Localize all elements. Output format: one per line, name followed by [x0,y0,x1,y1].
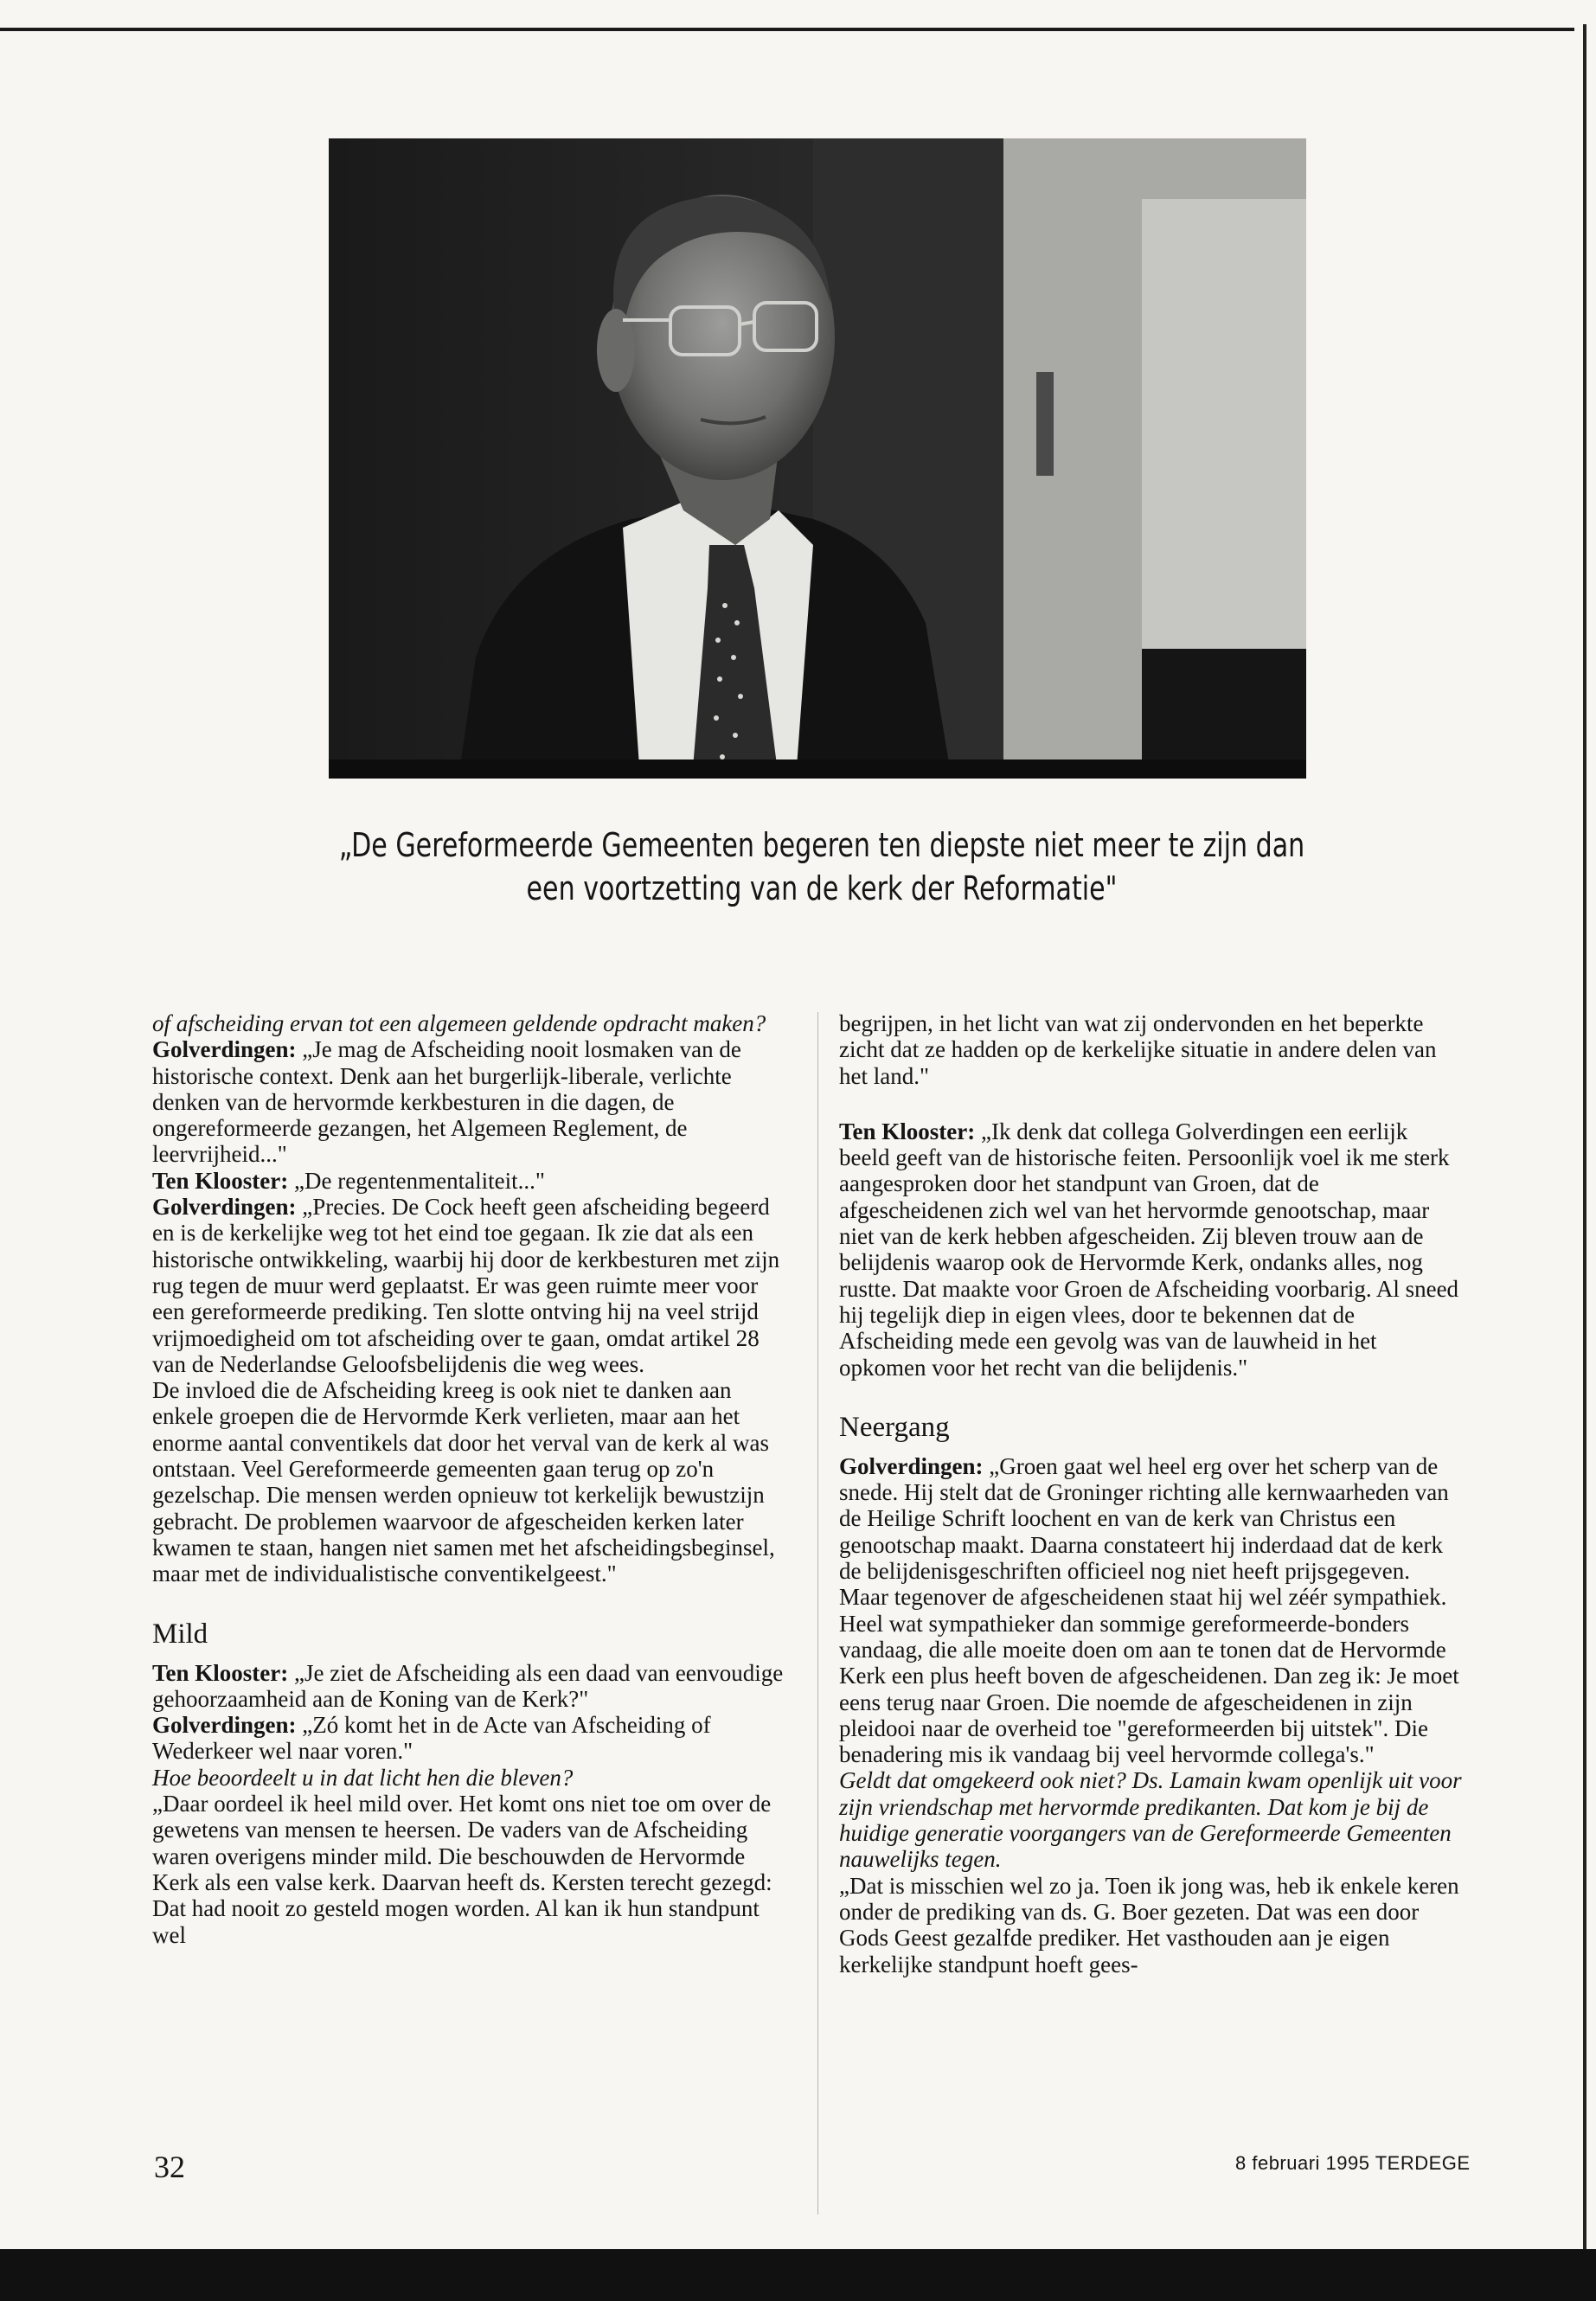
speaker-label: Golverdingen: [152,1036,297,1063]
article-column-left [152,1010,784,1948]
interview-question: Geldt dat omgekeerd ook niet? Ds. Lamain kwam openlijk uit voor zijn vriendschap met hervormde predikanten. Dat kom je bij de huidige generatie voorgangers van de Gereformeerde Gemeenten nauwelijks tegen. [839,1767,1462,1873]
speaker-label: Ten Klooster: [839,1118,976,1144]
speaker-label: Golverdingen: [152,1194,297,1221]
interview-question: Hoe beoordeelt u in dat licht hen die bleven? [152,1764,574,1791]
right-edge-rule [1583,24,1586,2291]
paragraph-text: begrijpen, in het licht van wat zij ondervonden en het beperkte zicht dat ze hadden op de kerkelijke situatie in andere delen van het land." [839,1010,1437,1089]
paragraph-text: „De regentenmentaliteit..." [288,1167,545,1194]
section-heading-neergang: Neergang [839,1411,950,1443]
publication-date-footer: 8 februari 1995 TERDEGE [1235,2152,1471,2174]
paragraph-text: „Ik denk dat collega Golverdingen een eerlijk beeld geeft van de historische feiten. Persoonlijk voel ik me sterk aangesproken door het standpunt van Groen, dat de afgescheidenen zich wel van het hervormde genootschap, maar niet van de kerk hebben afgescheiden. Zij bleven trouw aan de belijdenis waarop ook de Hervormde Kerk, ondanks alles, nog rustte. Dat maakte voor Groen de Afscheiding voorbarig. Al sneed hij tegelijk diep in eigen vlees, door te bekennen dat de Afscheiding mede een gevolg was van de lauwheid in het opkomen voor het recht van die belijdenis." [839,1118,1459,1381]
interview-question: of afscheiding ervan tot een algemeen geldende opdracht maken? [152,1010,766,1036]
paragraph-text: „Je mag de Afscheiding nooit losmaken van de historische context. Denk aan het burgerlijk-liberale, verlichte denken van de hervormde kerkbesturen in die dagen, de ongereformeerde gezangen, het Algemeen Reglement, de leervrijheid..." [152,1036,741,1168]
column-divider [817,1012,818,2214]
paragraph-text: „Dat is misschien wel zo ja. Toen ik jong was, heb ik enkele keren onder de prediking van ds. G. Boer gezeten. Dat was een door Gods Geest gezalfde prediker. Het vasthouden aan je eigen kerkelijke standpunt hoeft gees- [839,1872,1459,1977]
paragraph-text: „Zó komt het in de Acte van Afscheiding of Wederkeer wel naar voren." [152,1712,711,1765]
portrait-photo [329,138,1306,779]
pull-quote-headline: „De Gereformeerde Gemeenten begeren ten diepste niet meer te zijn dan een voortzetting van de kerk der Reformatie" [338,826,1305,907]
speaker-label: Ten Klooster: [152,1167,289,1194]
paragraph-text: De invloed die de Afscheiding kreeg is ook niet te danken aan enkele groepen die de Hervormde Kerk verlieten, maar aan het enorme aantal conventikels dat door het verval van de kerk al was ontstaan. Veel Gereformeerde gemeenten gaan terug op zo'n gezelschap. Die mensen werden opnieuw tot kerkelijk bewustzijn gebracht. De problemen waarvoor de afgescheiden kerken later kwamen te staan, hangen niet samen met het afscheidingsbeginsel, maar met de individualistische conventikelgeest." [152,1377,775,1587]
paragraph-text: „Groen gaat wel heel erg over het scherp van de snede. Hij stelt dat de Groninger richting alle kernwaarheden van de Heilige Schrift loochent en van de kerk van Christus een genootschap maakt. Daarna constateert hij inderdaad dat de kerk de belijdenisgeschriften officieel nog niet heeft prijsgegeven. Maar tegenover de afgescheidenen staat hij wel zéér sympathiek. Heel wat sympathieker dan sommige gereformeerde-bonders vandaag, die alle moeite doen om aan te tonen dat de Hervormde Kerk een plus heeft boven de afgescheidenen. Dan zeg ik: Je moet eens terug naar Groen. Die noemde de afgescheidenen in zijn pleidooi naar de overheid toe "gereformeerden bij uitstek". Die benadering mis ik vandaag bij veel hervormde collega's." [839,1452,1459,1768]
speaker-label: Golverdingen: [839,1452,984,1479]
speaker-label: Golverdingen: [152,1712,297,1739]
paragraph-text: „Daar oordeel ik heel mild over. Het komt ons niet toe om over de gewetens van mensen te heersen. De vaders van de Afscheiding waren overigens minder mild. Die beschouwden de Hervormde Kerk als een valse kerk. Daarvan heeft ds. Kersten terecht gezegd: Dat had nooit zo gesteld mogen worden. Al kan ik hun standpunt wel [152,1791,772,1948]
section-heading-mild: Mild [152,1618,208,1650]
paragraph-text: „Je ziet de Afscheiding als een daad van eenvoudige gehoorzaamheid aan de Koning van de Kerk?" [152,1659,784,1712]
speaker-label: Ten Klooster: [152,1659,289,1686]
paragraph-text: „Precies. De Cock heeft geen afscheiding begeerd en is de kerkelijke weg tot het eind toe gegaan. Ik zie dat als een historische ontwikkeling, waarbij hij door de kerkbesturen met zijn rug tegen de muur werd geplaatst. Er was geen ruimte meer voor een gereformeerde prediking. Ten slotte ontving hij na veel strijd vrijmoedigheid om tot afscheiding over te gaan, omdat artikel 28 van de Nederlandse Geloofsbelijdenis die weg wees. [152,1194,780,1377]
bottom-scan-border [0,2249,1596,2301]
page-number: 32 [154,2150,185,2184]
article-column-right [839,1010,1462,1977]
top-rule [0,28,1574,31]
